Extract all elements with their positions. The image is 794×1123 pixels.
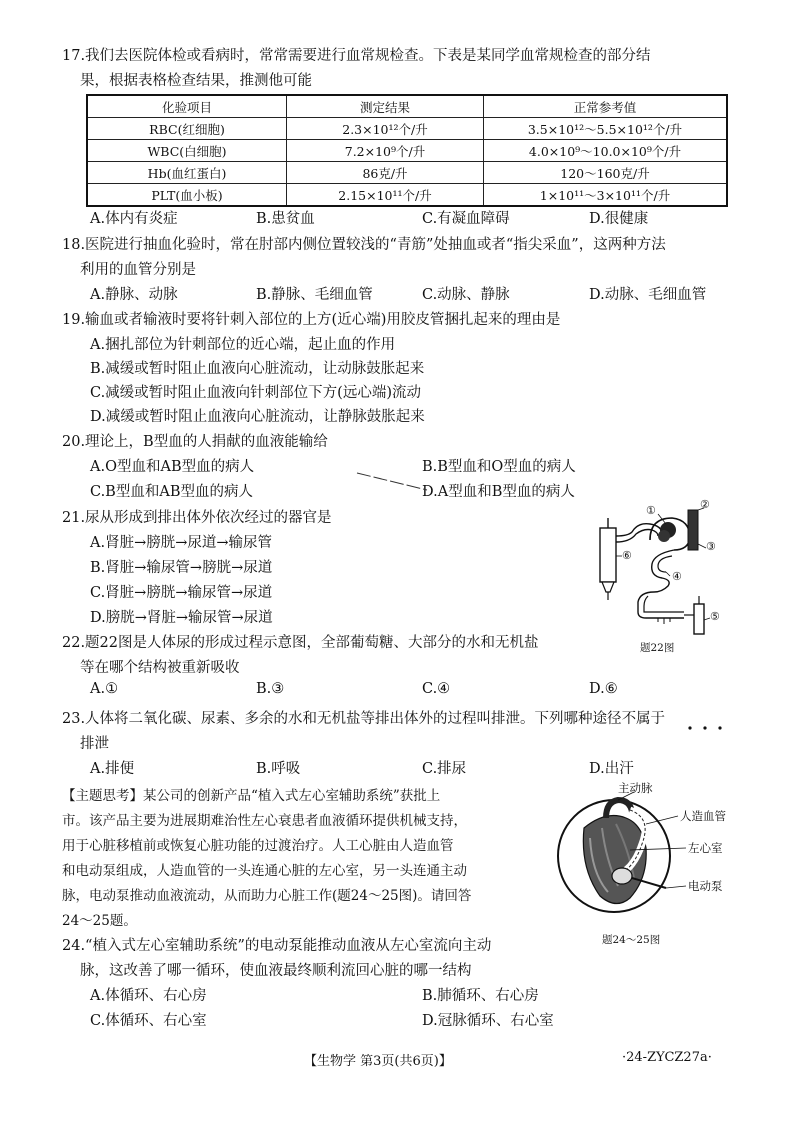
- q19-option-a[interactable]: A.捆扎部位为针刺部位的近心端，起止血的作用: [90, 337, 396, 353]
- q24-stem-line2: 脉，这改善了哪一循环，使血液最终顺利流回心脏的哪一结构: [80, 963, 472, 979]
- q17-stem-line1: 17.我们去医院体检或看病时，常常需要进行血常规检查。下表是某同学血常规检查的部分结: [62, 48, 651, 64]
- emphasis-dots: [684, 725, 730, 731]
- q17-option-d[interactable]: D.很健康: [589, 211, 649, 227]
- page-footer-center: 【生物学 第3页(共6页)】: [304, 1054, 452, 1069]
- table-cell: Hb(血红蛋白): [87, 162, 287, 184]
- q21-option-d[interactable]: D.膀胱→肾脏→输尿管→尿道: [90, 610, 273, 626]
- q19-stem: 19.输血或者输液时要将针刺入部位的上方(近心端)用胶皮管捆扎起来的理由是: [62, 312, 561, 328]
- q18-stem-line1: 18.医院进行抽血化验时，常在肘部内侧位置较浅的“青筋”处抽血或者“指尖采血”，这两种方法: [62, 237, 666, 253]
- q18-stem-line2: 利用的血管分别是: [80, 262, 196, 278]
- q20-option-d[interactable]: D.A型血和B型血的病人: [422, 484, 575, 500]
- nephron-label-5: ⑤: [710, 610, 720, 623]
- table-row: [87, 118, 727, 140]
- q24-option-a[interactable]: A.体循环、右心房: [90, 988, 207, 1004]
- q17-option-a[interactable]: A.体内有炎症: [90, 211, 178, 227]
- table-cell: 2.3×10¹²个/升: [287, 118, 484, 140]
- q22-option-c[interactable]: C.④: [422, 681, 451, 697]
- stray-pen-mark: [355, 470, 430, 494]
- table-cell: 1×10¹¹～3×10¹¹个/升: [484, 184, 728, 207]
- q23-option-d[interactable]: D.出汗: [589, 761, 634, 777]
- table-row: [87, 162, 727, 184]
- q23-stem-line1: [62, 707, 665, 728]
- table-header: 正常参考值: [484, 95, 728, 118]
- table-header: 化验项目: [87, 95, 287, 118]
- q20-stem: 20.理论上，B型血的人捐献的血液能输给: [62, 434, 328, 450]
- q19-option-b[interactable]: B.减缓或暂时阻止血液向心脏流动，让动脉鼓胀起来: [90, 361, 425, 377]
- heart-label-left-ventricle: 左心室: [688, 841, 723, 855]
- table-cell: 7.2×10⁹个/升: [287, 140, 484, 162]
- page-footer-code: ·24-ZYCZ27a·: [622, 1050, 712, 1065]
- q23-option-c[interactable]: C.排尿: [422, 761, 467, 777]
- nephron-label-6: ⑥: [622, 549, 632, 562]
- q24-option-c[interactable]: C.体循环、右心室: [90, 1013, 207, 1029]
- table-header: 测定结果: [287, 95, 484, 118]
- heart-figure: [556, 778, 736, 948]
- q23-stem-text: 23.人体将二氧化碳、尿素、多余的水和无机盐等排出体外的过程叫排泄。下列哪种途径: [62, 711, 622, 727]
- table-cell: 3.5×10¹²～5.5×10¹²个/升: [484, 118, 728, 140]
- q23-option-a[interactable]: A.排便: [90, 761, 135, 777]
- q24-option-d[interactable]: D.冠脉循环、右心室: [422, 1013, 554, 1029]
- table-cell: PLT(血小板): [87, 184, 287, 207]
- table-row: [87, 184, 727, 207]
- q22-option-a[interactable]: A.①: [90, 681, 119, 697]
- q22-option-d[interactable]: D.⑥: [589, 681, 618, 697]
- table-cell: WBC(白细胞): [87, 140, 287, 162]
- topic-line5: 脉，电动泵推动血液流动，从而助力心脏工作(题24～25图)。请回答: [62, 888, 472, 904]
- topic-line6: 24～25题。: [62, 913, 137, 929]
- heart-figure-caption: 题24～25图: [602, 934, 661, 946]
- heart-label-pump: 电动泵: [688, 879, 723, 893]
- q19-option-c[interactable]: C.减缓或暂时阻止血液向针刺部位下方(远心端)流动: [90, 385, 421, 401]
- q24-stem-line1: 24.“植入式左心室辅助系统”的电动泵能推动血液从左心室流向主动: [62, 938, 492, 954]
- q17-option-c[interactable]: C.有凝血障碍: [422, 211, 510, 227]
- q17-option-b[interactable]: B.患贫血: [256, 211, 315, 227]
- q20-option-c[interactable]: C.B型血和AB型血的病人: [90, 484, 253, 500]
- topic-line1: 【主题思考】某公司的创新产品“植入式左心室辅助系统”获批上: [62, 788, 441, 804]
- q18-option-b[interactable]: B.静脉、毛细血管: [256, 287, 373, 303]
- nephron-label-2: ②: [700, 498, 710, 511]
- q21-option-a[interactable]: A.肾脏→膀胱→尿道→输尿管: [90, 535, 273, 551]
- table-cell: 2.15×10¹¹个/升: [287, 184, 484, 207]
- topic-line3: 用于心脏移植前或恢复心脏功能的过渡治疗。人工心脏由人造血管: [62, 838, 454, 854]
- table-header-row: [87, 95, 727, 118]
- heart-label-artificial-vessel: 人造血管: [680, 809, 726, 823]
- q17-stem-line2: 果，根据表格检查结果，推测他可能: [80, 73, 312, 89]
- q21-stem: 21.尿从形成到排出体外依次经过的器官是: [62, 510, 332, 526]
- nephron-figure: [588, 500, 728, 660]
- nephron-label-4: ④: [672, 570, 682, 583]
- nephron-label-1: ①: [646, 504, 656, 517]
- q23-emphasis-text: 不属于: [621, 711, 666, 727]
- nephron-diagram: [588, 500, 728, 640]
- nephron-figure-caption: 题22图: [640, 642, 675, 654]
- q23-stem-line2: 排泄: [80, 736, 109, 752]
- table-cell: 4.0×10⁹～10.0×10⁹个/升: [484, 140, 728, 162]
- q22-stem-line2: 等在哪个结构被重新吸收: [80, 660, 240, 676]
- q23-option-b[interactable]: B.呼吸: [256, 761, 301, 777]
- q21-option-b[interactable]: B.肾脏→输尿管→膀胱→尿道: [90, 560, 273, 576]
- nephron-label-3: ③: [706, 540, 716, 553]
- q22-stem-line1: 22.题22图是人体尿的形成过程示意图，全部葡萄糖、大部分的水和无机盐: [62, 635, 539, 651]
- q18-option-d[interactable]: D.动脉、毛细血管: [589, 287, 707, 303]
- q19-option-d[interactable]: D.减缓或暂时阻止血液向心脏流动，让静脉鼓胀起来: [90, 409, 425, 425]
- q20-option-a[interactable]: A.O型血和AB型血的病人: [90, 459, 255, 475]
- heart-label-aorta: 主动脉: [618, 781, 653, 795]
- q21-option-c[interactable]: C.肾脏→膀胱→输尿管→尿道: [90, 585, 273, 601]
- q18-option-a[interactable]: A.静脉、动脉: [90, 287, 178, 303]
- table-cell: 120～160克/升: [484, 162, 728, 184]
- table-row: [87, 140, 727, 162]
- q18-option-c[interactable]: C.动脉、静脉: [422, 287, 510, 303]
- table-cell: 86克/升: [287, 162, 484, 184]
- topic-line2: 市。该产品主要为进展期难治性左心衰患者血液循环提供机械支持，: [62, 813, 467, 829]
- topic-line4: 和电动泵组成，人造血管的一头连通心脏的左心室，另一头连通主动: [62, 863, 467, 879]
- blood-test-table: [86, 94, 728, 207]
- table-cell: RBC(红细胞): [87, 118, 287, 140]
- q24-option-b[interactable]: B.肺循环、右心房: [422, 988, 539, 1004]
- q20-option-b[interactable]: B.B型血和O型血的病人: [422, 459, 576, 475]
- q22-option-b[interactable]: B.③: [256, 681, 285, 697]
